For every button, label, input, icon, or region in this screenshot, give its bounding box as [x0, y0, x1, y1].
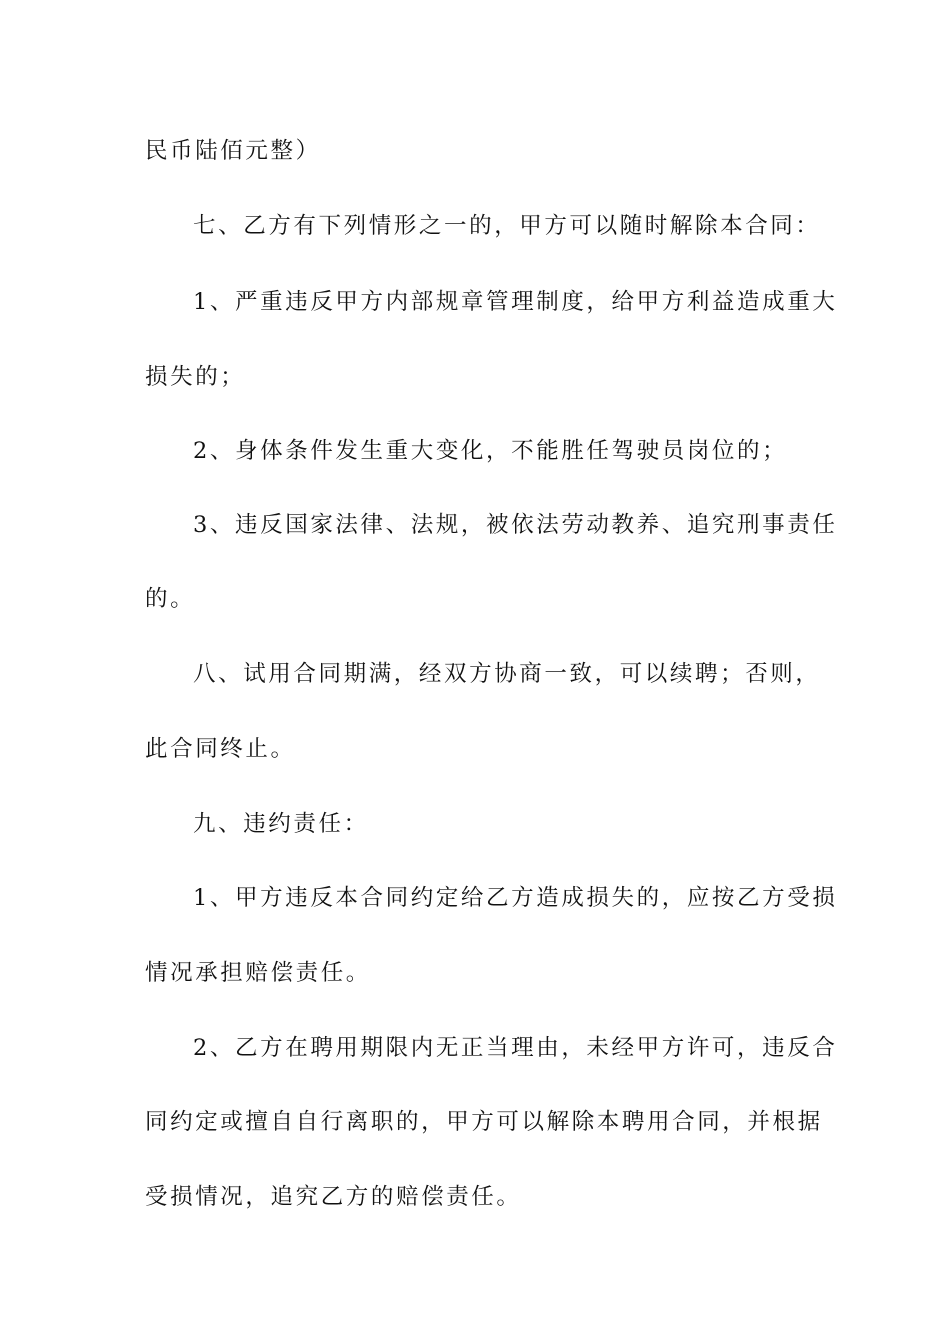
clause-7-item-3: 3、违反国家法律、法规，被依法劳动教养、追究刑事责任 — [193, 512, 838, 538]
clause-8: 八、试用合同期满，经双方协商一致，可以续聘；否则， — [193, 661, 821, 687]
text-line: 的。 — [145, 586, 196, 612]
clause-7-item-1: 1、严重违反甲方内部规章管理制度，给甲方利益造成重大 — [193, 289, 838, 315]
text-line: 此合同终止。 — [145, 736, 296, 762]
clause-7-item-2: 2、身体条件发生重大变化，不能胜任驾驶员岗位的； — [193, 438, 788, 464]
text-line: 民币陆佰元整） — [145, 138, 321, 164]
text-line: 受损情况，追究乙方的赔偿责任。 — [145, 1184, 522, 1210]
text-line: 情况承担赔偿责任。 — [145, 960, 371, 986]
text-line: 同约定或擅自自行离职的，甲方可以解除本聘用合同，并根据 — [145, 1109, 823, 1135]
clause-9-item-2: 2、乙方在聘用期限内无正当理由，未经甲方许可，违反合 — [193, 1035, 838, 1061]
clause-7-heading: 七、乙方有下列情形之一的，甲方可以随时解除本合同： — [193, 213, 821, 239]
text-line: 损失的； — [145, 364, 246, 390]
clause-9-item-1: 1、甲方违反本合同约定给乙方造成损失的，应按乙方受损 — [193, 885, 838, 911]
clause-9-heading: 九、违约责任： — [193, 811, 369, 837]
